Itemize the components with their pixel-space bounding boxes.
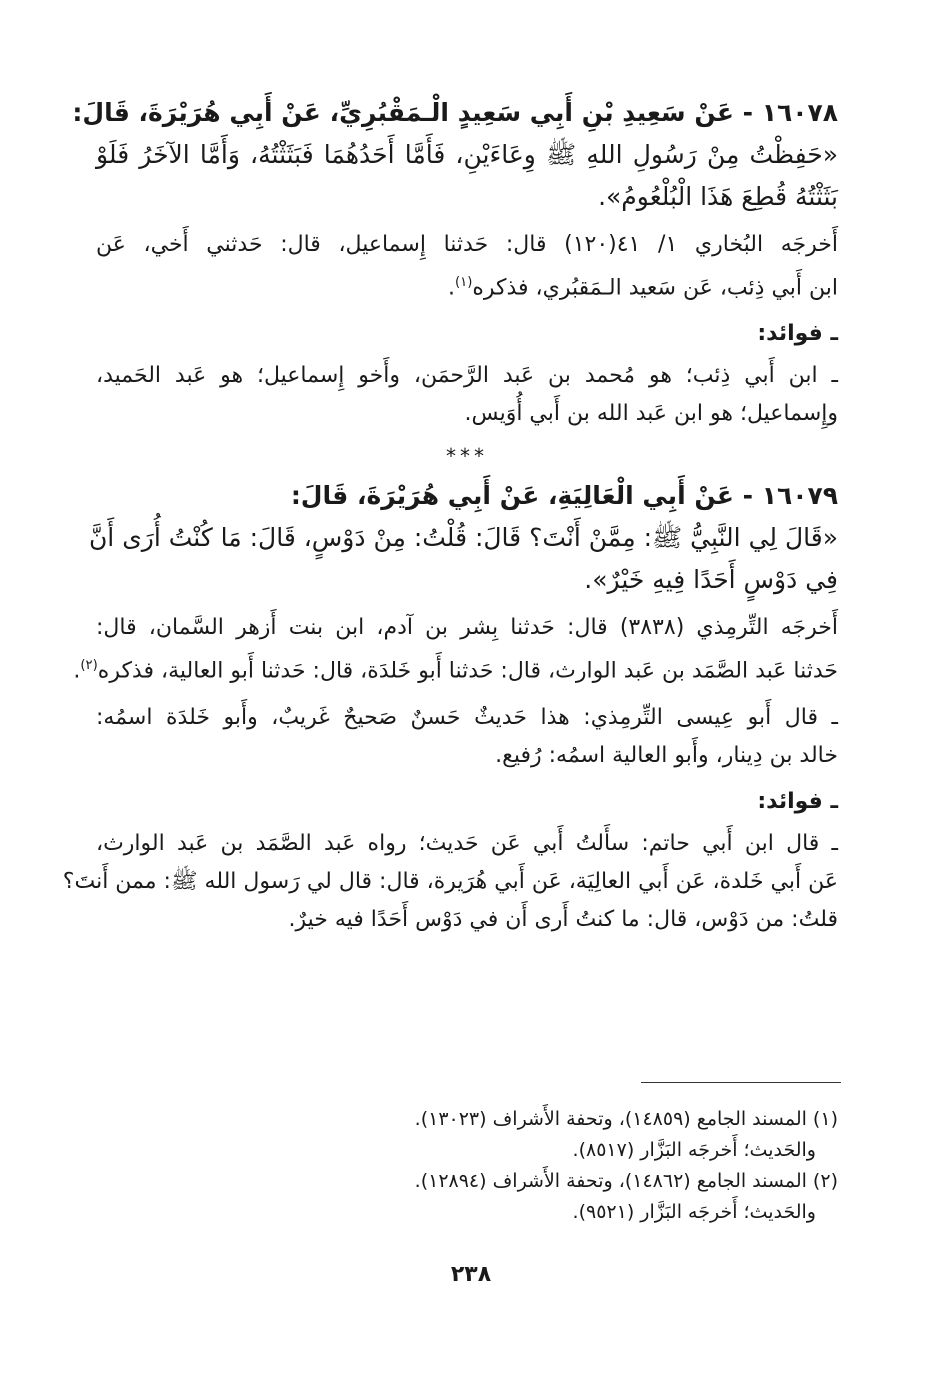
- takhrij-tirmidhi: [73, 609, 838, 690]
- footnote-1: (١) المسند الجامع (١٤٨٥٩)، وتحفة الأَشراف (١٣٠٢٣).: [414, 1108, 838, 1130]
- hadith-text-line: بَثَثْتُهُ قُطِعَ هَذَا الْبُلْعُومُ».: [598, 182, 838, 211]
- takhrij-line: أَخرجَه التِّرمِذي (٣٨٣٨) قال: حَدثنا بِشر بن آدم، ابن بنت أَزهر السَّمان، قال:: [96, 615, 838, 641]
- hadith-text-line: فِي دَوْسٍ أَحَدًا فِيهِ خَيْرٌ».: [584, 565, 838, 595]
- fawaid-line: عَن أَبي خَلدة، عَن أَبي العالِيَة، عَن أَبي هُرَيرة، قال: قال لي رَسول الله ﷺ: ممن أَنتَ؟: [62, 868, 838, 894]
- takhrij-text: ابن أَبي ذِئب، عَن سَعيد الـمَقبُري، فذكره: [472, 275, 838, 301]
- fawaid-text: [96, 357, 838, 433]
- takhrij-line: ابن أَبي ذِئب، عَن سَعيد الـمَقبُري، فذكره$^{(١)}$.: [447, 275, 838, 301]
- hadith-16078: [72, 92, 838, 218]
- footnotes: [290, 1104, 838, 1228]
- footnote-2: (٢) المسند الجامع (١٤٨٦٢)، وتحفة الأَشراف (١٢٨٩٤).: [414, 1170, 838, 1192]
- fawaid-line: ـ قال ابن أَبي حاتم: سأَلتُ أَبي عَن حَديث؛ رواه عَبد الصَّمَد بن عَبد الوارث،: [96, 830, 838, 856]
- fawaid-line: قلتُ: من دَوْس، قال: ما كنتُ أَرى أَن في دَوْس أَحَدًا فيه خيرٌ.: [288, 906, 838, 932]
- fawaid-line: وإِسماعيل؛ هو ابن عَبد الله بن أَبي أُوَيس.: [464, 401, 838, 427]
- hadith-16079: [88, 475, 838, 601]
- hadith-text-line: «حَفِظْتُ مِنْ رَسُولِ اللهِ ﷺ وِعَاءَيْنِ، فَأَمَّا أَحَدُهُمَا فَبَثَثْتُهُ، وَأَمَّا الآخَرُ فَلَوْ: [96, 140, 838, 169]
- comment-line: ـ قال أَبو عِيسى التِّرمِذي: هذا حَديثٌ حَسنٌ صَحيحٌ غَريبٌ، وأَبو خَلدَة اسمُه:: [96, 704, 838, 730]
- hadith-header: ١٦٠٧٨ - عَنْ سَعِيدِ بْنِ أَبِي سَعِيدٍ الْـمَقْبُرِيِّ، عَنْ أَبِي هُرَيْرَةَ، قَالَ:: [72, 98, 838, 127]
- comment-line: خالد بن دِينار، وأَبو العالية اسمُه: رُفيع.: [495, 742, 838, 768]
- takhrij-line: أَخرجَه البُخاري ١/ ٤١(١٢٠) قال: حَدثنا إِسماعيل، قال: حَدثني أَخي، عَن: [96, 232, 838, 257]
- fawaid-line: ـ ابن أَبي ذِئب؛ هو مُحمد بن عَبد الرَّحمَن، وأَخو إِسماعيل؛ هو عَبد الحَميد،: [96, 363, 838, 389]
- hadith-header: ١٦٠٧٩ - عَنْ أَبِي الْعَالِيَةِ، عَنْ أَبِي هُرَيْرَةَ، قَالَ:: [290, 481, 838, 511]
- fawaid-heading: ـ فوائد:: [757, 321, 838, 347]
- takhrij-line: حَدثنا عَبد الصَّمَد بن عَبد الوارث، قال: حَدثنا أَبو خَلدَة، قال: حَدثنا أَبو العالية، فذكره$^{(٢)}$.: [73, 658, 838, 684]
- footnote-2-continuation: والحَديث؛ أَخرجَه البَزَّار (٩٥٢١).: [572, 1201, 816, 1223]
- fawaid-heading: ـ فوائد:: [757, 788, 838, 814]
- footnote-ref-2[interactable]: (٢): [80, 658, 98, 674]
- tirmidhi-comment: [96, 699, 838, 775]
- takhrij-text: حَدثنا عَبد الصَّمَد بن عَبد الوارث، قال: حَدثنا أَبو خَلدَة، قال: حَدثنا أَبو العالية، فذكره: [97, 658, 838, 684]
- footnote-ref-1[interactable]: (١): [454, 275, 473, 290]
- footnote-1-continuation: والحَديث؛ أَخرجَه البَزَّار (٨٥١٧).: [572, 1139, 816, 1161]
- section-separator: ***: [446, 444, 488, 469]
- footnote-divider: [641, 1082, 841, 1083]
- takhrij-bukhari: [96, 226, 838, 307]
- page-number: ٢٣٨: [450, 1262, 492, 1287]
- hadith-text-line: «قَالَ لِي النَّبِيُّ ﷺ: مِمَّنْ أَنْتَ؟ قَالَ: قُلْتُ: مِنْ دَوْسٍ، قَالَ: مَا كُنْتُ أُرَى أَنَّ: [88, 523, 838, 553]
- fawaid-text: [62, 825, 838, 939]
- page-body: [62, 92, 838, 947]
